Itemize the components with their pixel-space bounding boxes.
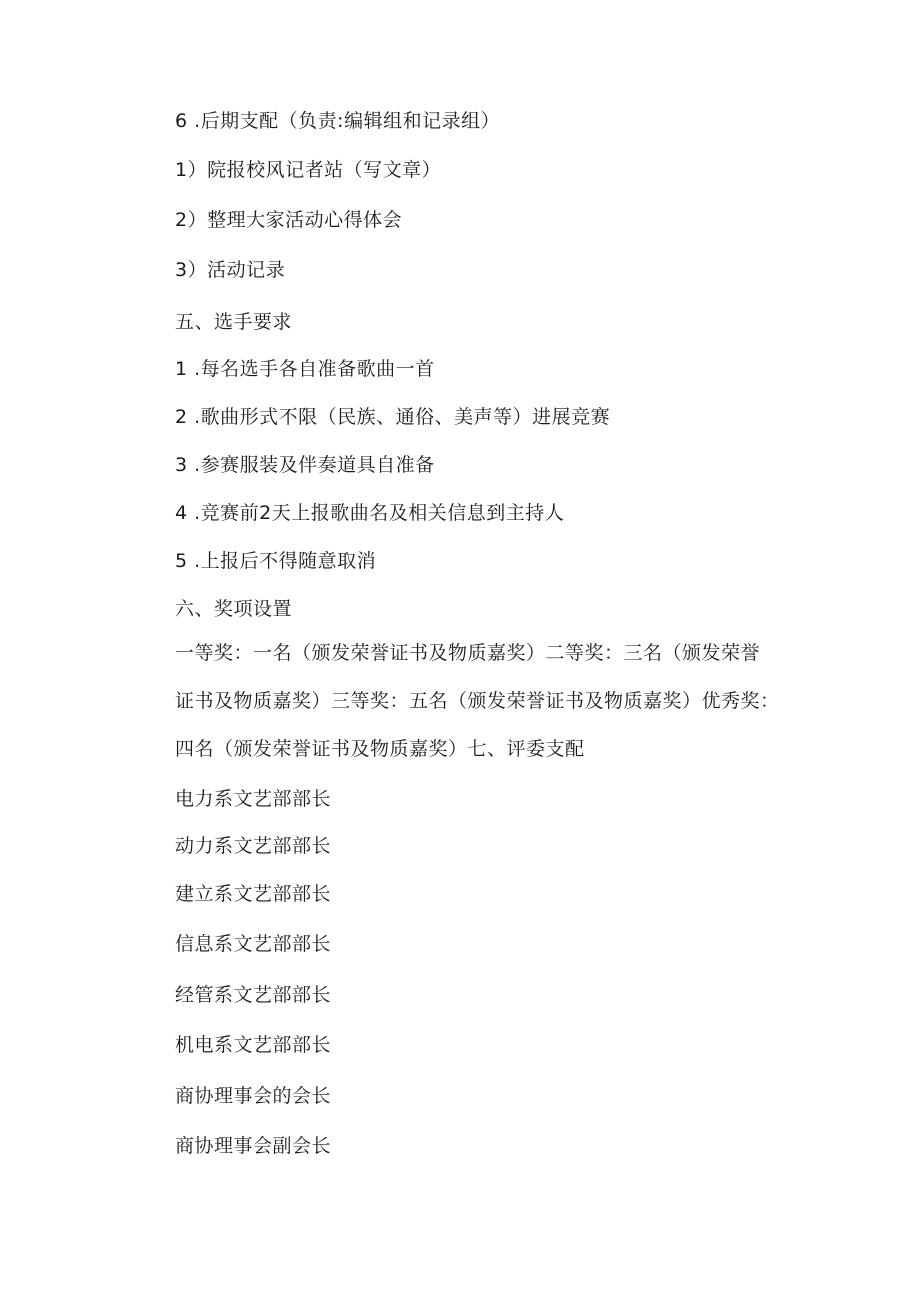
item-6-post-arrangement: 6 .后期支配（负责:编辑组和记录组） <box>175 110 501 132</box>
requirement-5: 5 .上报后不得随意取消 <box>175 550 377 572</box>
awards-paragraph-line-2: 证书及物质嘉奖）三等奖：五名（颁发荣誉证书及物质嘉奖）优秀奖： <box>175 690 780 712</box>
judge-5: 经管系文艺部部长 <box>175 984 332 1006</box>
subitem-1-newspaper: 1）院报校风记者站（写文章） <box>175 159 442 181</box>
judge-4: 信息系文艺部部长 <box>175 933 332 955</box>
judge-8: 商协理事会副会长 <box>175 1135 332 1157</box>
requirement-4: 4 .竞赛前2天上报歌曲名及相关信息到主持人 <box>175 502 565 524</box>
subitem-3-activity-record: 3）活动记录 <box>175 259 286 281</box>
requirement-2: 2 .歌曲形式不限（民族、通俗、美声等）进展竞赛 <box>175 406 611 428</box>
awards-paragraph-line-3: 四名（颁发荣誉证书及物质嘉奖）七、评委支配 <box>175 738 585 760</box>
requirement-1: 1 .每名选手各自准备歌曲一首 <box>175 358 435 380</box>
awards-paragraph-line-1: 一等奖：一名（颁发荣誉证书及物质嘉奖）二等奖：三名（颁发荣誉 <box>175 642 761 664</box>
judge-6: 机电系文艺部部长 <box>175 1034 332 1056</box>
judge-2: 动力系文艺部部长 <box>175 835 332 857</box>
judge-1: 电力系文艺部部长 <box>175 788 332 810</box>
judge-7: 商协理事会的会长 <box>175 1085 332 1107</box>
section-heading-awards: 六、奖项设置 <box>175 598 293 620</box>
judge-3: 建立系文艺部部长 <box>175 883 332 905</box>
section-heading-contestant-requirements: 五、选手要求 <box>175 311 293 333</box>
requirement-3: 3 .参赛服装及伴奏道具自准备 <box>175 454 435 476</box>
subitem-2-reflections: 2）整理大家活动心得体会 <box>175 209 403 231</box>
